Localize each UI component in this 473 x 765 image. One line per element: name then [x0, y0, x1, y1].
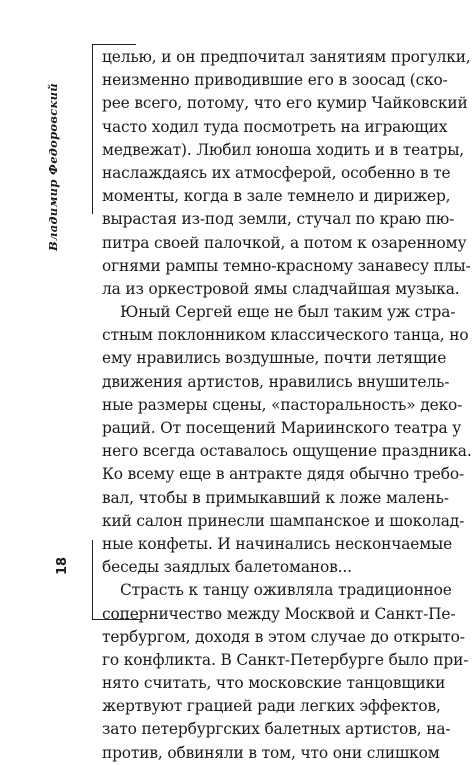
body-text — [102, 46, 472, 765]
text-line: рее всего, потому, что его кумир Чайковский — [102, 94, 468, 113]
text-line: наслаждаясь их атмосферой, особенно в те — [102, 163, 451, 182]
margin-rule-top-vertical — [92, 44, 93, 214]
text-line: раций. От посещений Мариинского театра у — [102, 419, 462, 437]
text-line: вал, чтобы в примыкавший к ложе малень- — [102, 488, 449, 507]
text-line: ему нравились воздушные, почти летящие — [102, 349, 447, 368]
text-line: зато петербургских балетных артистов, на- — [102, 720, 451, 739]
text-line: беседы заядлых балетоманов... — [102, 558, 352, 577]
margin-rule-top-horizontal — [92, 44, 136, 45]
text-line: движения артистов, нравились внушитель- — [102, 372, 450, 391]
running-head-author: Владимир Федоровский — [46, 83, 60, 251]
paragraph — [102, 301, 472, 579]
text-line: неизменно приводившие его в зоосад (ско- — [102, 71, 448, 90]
paragraph — [102, 46, 471, 301]
text-line: моменты, когда в зале темнело и дирижер, — [102, 187, 451, 206]
text-line: Ко всему еще в антракте дядя обычно требо- — [102, 465, 465, 484]
text-line: кий салон принесли шампанское и шоколад- — [102, 511, 465, 530]
text-line: тербургом, доходя в этом случае до открыто- — [102, 627, 465, 646]
text-line: Страсть к танцу оживляла традиционное — [120, 581, 452, 600]
text-line: нято считать, что московские танцовщики — [102, 674, 446, 693]
paragraph — [102, 579, 469, 765]
text-line: ные конфеты. И начинались нескончаемые — [102, 534, 453, 553]
text-line: часто ходил туда посмотреть на играющих — [102, 117, 448, 136]
page-number: 18 — [55, 556, 70, 575]
text-line: соперничество между Москвой и Санкт-Пе- — [102, 604, 456, 623]
text-line: жертвуют грацией ради легких эффектов, — [102, 697, 441, 716]
text-line: медвежат). Любил юноша ходить и в театры, — [102, 140, 465, 159]
text-line: против, обвиняли в том, что они слишком — [102, 743, 440, 762]
text-line: вырастая из-под земли, стучал по краю пю- — [102, 210, 455, 229]
text-line: го конфликта. В Санкт-Петербурге было при- — [102, 650, 469, 669]
text-line: стным поклонником классического танца, но — [102, 326, 469, 345]
text-line: огнями рампы темно-красному занавесу плы- — [102, 256, 471, 275]
text-line: целью, и он предпочитал занятиям прогулки, — [102, 48, 471, 66]
text-line: питра своей палочкой, а потом к озаренному — [102, 233, 467, 252]
text-line: ла из оркестровой ямы сладчайшая музыка. — [102, 279, 460, 298]
text-line: Юный Сергей еще не был таким уж стра- — [120, 303, 456, 322]
text-line: ные размеры сцены, «пасторальность» деко- — [102, 395, 463, 414]
margin-rule-bottom-vertical — [92, 540, 93, 620]
text-line: него всегда оставалось ощущение праздника. — [102, 442, 472, 461]
